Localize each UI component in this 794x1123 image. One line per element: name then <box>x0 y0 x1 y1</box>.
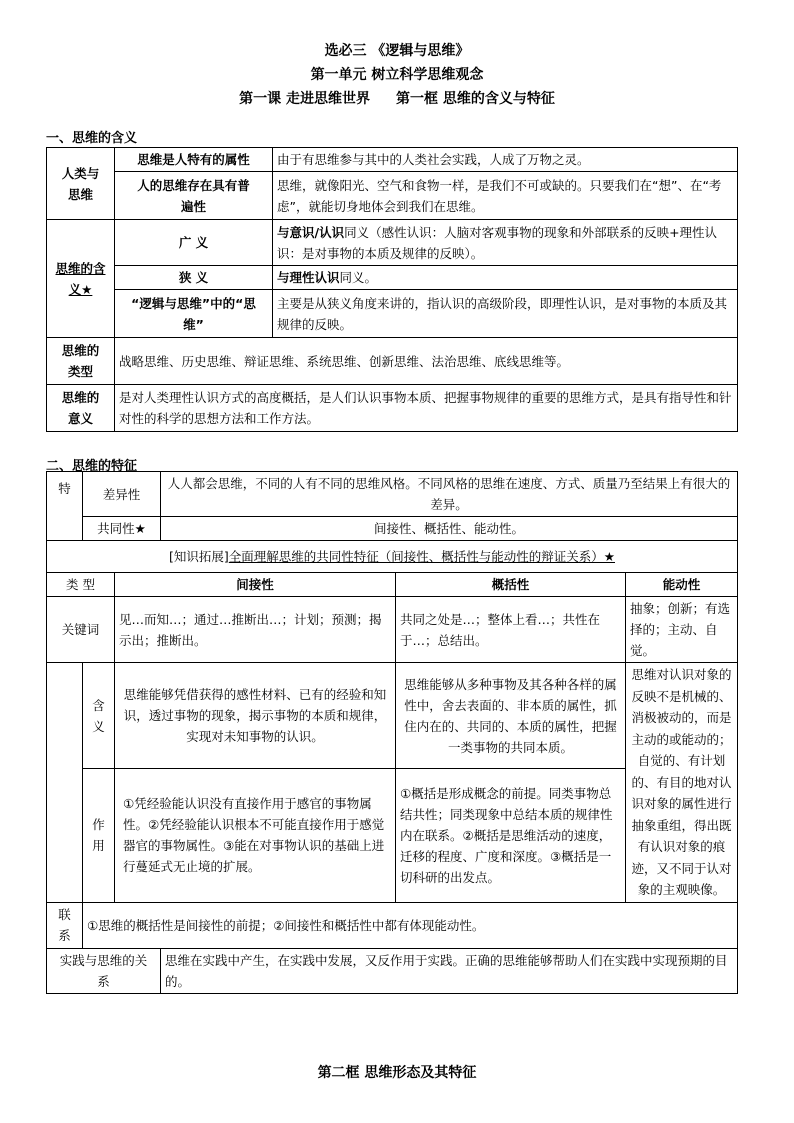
blank-cell <box>47 663 83 903</box>
features-table <box>46 471 738 994</box>
human-row-key: 思维是人特有的属性 <box>115 148 273 172</box>
broad-sense-emphasis: 与意识/认识 <box>277 224 345 240</box>
keyword-active: 抽象；创新；有选择的；主动、自觉。 <box>626 597 738 663</box>
human-thinking-label: 人类与思维 <box>47 148 115 220</box>
col-general: 概括性 <box>396 573 626 597</box>
common-value: 间接性、概括性、能动性。 <box>161 517 738 541</box>
role-indirect: ①凭经验能认识没有直接作用于感官的事物属性。②凭经验能认识根本不可能直接作用于感觉器官的事物属性。③能在对事物认识的基础上进行蔓延式无止境的扩展。 <box>115 769 396 902</box>
keyword-label: 关键词 <box>47 597 115 663</box>
book-title: 选必三 《逻辑与思维》 <box>324 43 470 59</box>
narrow-sense-rest: 同义。 <box>339 270 378 285</box>
lesson-name: 第一课 走进思维世界 <box>239 91 370 107</box>
thinking-types-value: 战略思维、历史思维、辩证思维、系统思维、创新思维、法治思维、底线思维等。 <box>115 338 738 385</box>
section-1-title: 一、思维的含义 <box>46 131 138 146</box>
thinking-types-label: 思维的类型 <box>47 338 115 385</box>
meaning-general: 思维能够从多种事物及其各种各样的属性中，舍去表面的、非本质的属性，抓住内在的、共同的、本质的属性，把握一类事物的共同本质。 <box>396 663 626 769</box>
narrow-sense-key: 狭 义 <box>115 266 273 290</box>
broad-sense-value <box>273 220 738 266</box>
meaning-label: 含义 <box>83 663 115 769</box>
frame-name: 第一框 思维的含义与特征 <box>396 91 555 107</box>
meaning-table <box>46 147 738 432</box>
meaning-indirect: 思维能够凭借获得的感性材料、已有的经验和知识，透过事物的现象，揭示事物的本质和规律，实现对未知事物的认识。 <box>115 663 396 769</box>
difference-value: 人人都会思维，不同的人有不同的思维风格。不同风格的思维在速度、方式、质量乃至结果上有很大的差异。 <box>161 472 738 517</box>
practice-label: 实践与思维的关系 <box>47 948 161 993</box>
broad-sense-rest: 同义（感性认识：人脑对客观事物的现象和外部联系的反映+理性认识：是对事物的本质及规律的反映）。 <box>277 224 718 261</box>
common-label: 共同性★ <box>83 517 161 541</box>
expand-text: 全面理解思维的共同性特征（间接性、概括性与能动性的辩证关系）★ <box>228 549 615 564</box>
section-2-title: 二、思维的特征 <box>46 459 138 474</box>
expand-prefix: [知识拓展] <box>169 549 229 564</box>
link-label: 联系 <box>47 902 83 948</box>
unit-title: 第一单元 树立科学思维观念 <box>310 67 484 83</box>
logic-thinking-value: 主要是从狭义角度来讲的，指认识的高级阶段，即理性认识，是对事物的本质及其规律的反映。 <box>273 290 738 338</box>
role-label: 作用 <box>83 769 115 902</box>
thinking-significance-value: 是对人类理性认识方式的高度概括，是人们认识事物本质、把握事物规律的重要的思维方式，是具有指导性和针对性的科学的思想方法和工作方法。 <box>115 385 738 432</box>
human-row-value: 由于有思维参与其中的人类社会实践，人成了万物之灵。 <box>273 148 738 172</box>
active-value: 思维对认识对象的反映不是机械的、消极被动的，而是主动的或能动的；自觉的、有计划的、有目的地对认识对象的属性进行抽象重组，得出既有认识对象的痕迹，又不同于认对象的主观映像。 <box>626 663 738 903</box>
human-row-key: 人的思维存在具有普遍性 <box>115 172 273 220</box>
role-general: ①概括是形成概念的前提。同类事物总结共性；同类现象中总结本质的规律性内在联系。②概括是思维活动的速度，迁移的程度、广度和深度。③概括是一切科研的出发点。 <box>396 769 626 902</box>
narrow-sense-emphasis: 与理性认识 <box>277 270 340 285</box>
thinking-significance-label: 思维的意义 <box>47 385 115 432</box>
thinking-meaning-label: 思维的含义★ <box>47 220 115 338</box>
practice-value: 思维在实践中产生，在实践中发展，又反作用于实践。正确的思维能够帮助人们在实践中实现预期的目的。 <box>161 948 738 993</box>
broad-sense-key: 广 义 <box>115 220 273 266</box>
logic-thinking-key: “逻辑与思维”中的“思维” <box>115 290 273 338</box>
narrow-sense-value <box>273 266 738 290</box>
difference-label: 差异性 <box>83 472 161 517</box>
link-value: ①思维的概括性是间接性的前提；②间接性和概括性中都有体现能动性。 <box>83 902 738 948</box>
human-row-value: 思维，就像阳光、空气和食物一样，是我们不可或缺的。只要我们在“想”、在“考虑”，就能切身地体会到我们在思维。 <box>273 172 738 220</box>
keyword-indirect: 见…而知…；通过…推断出…；计划；预测；揭示出；推断出。 <box>115 597 396 663</box>
keyword-general: 共同之处是…；整体上看…；共性在于…；总结出。 <box>396 597 626 663</box>
next-frame-title: 第二框 思维形态及其特征 <box>317 1065 477 1081</box>
knowledge-expand <box>47 541 738 573</box>
feature-label: 特 <box>47 472 83 541</box>
col-indirect: 间接性 <box>115 573 396 597</box>
col-type: 类 型 <box>47 573 115 597</box>
lesson-title <box>0 88 794 108</box>
col-active: 能动性 <box>626 573 738 597</box>
